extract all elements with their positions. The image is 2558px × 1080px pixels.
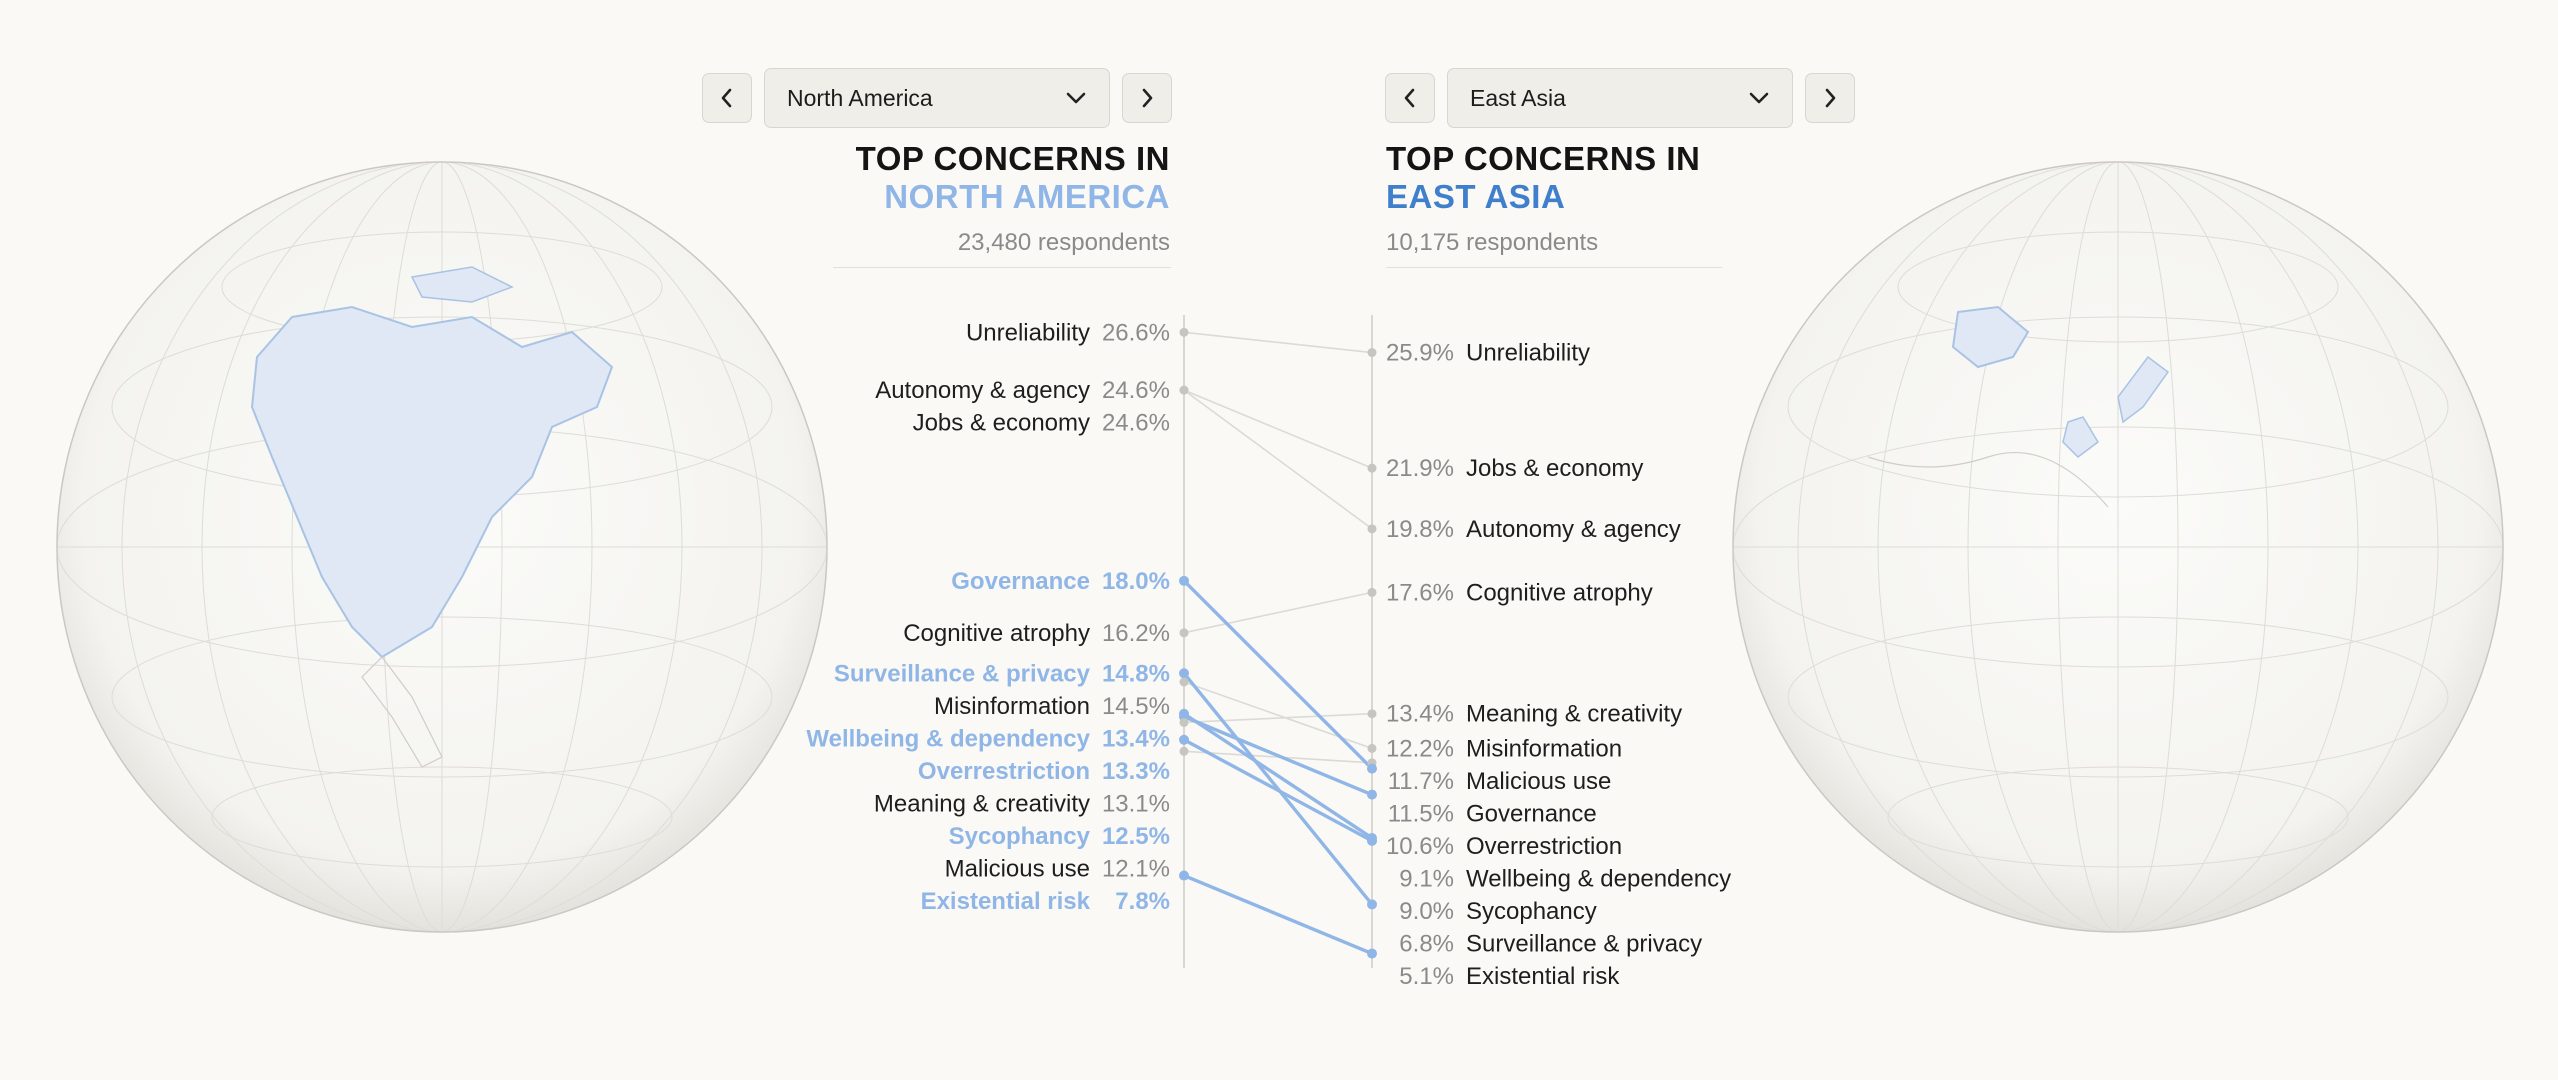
right-point-meaning-and-creativity[interactable] xyxy=(1368,709,1377,718)
right-respondents: 10,175 respondents xyxy=(1386,229,1599,256)
right-value-unreliability: 25.9% xyxy=(1385,339,1454,367)
left-value-surveillance-and-privacy: 14.8% xyxy=(1101,660,1170,688)
right-value-misinformation: 12.2% xyxy=(1385,735,1454,763)
left-value-existential-risk: 7.8% xyxy=(1115,887,1170,915)
left-point-cognitive-atrophy[interactable] xyxy=(1180,628,1189,637)
right-label-unreliability: Unreliability xyxy=(1466,339,1591,367)
left-label-unreliability: Unreliability xyxy=(965,319,1090,347)
left-respondents: 23,480 respondents xyxy=(957,229,1170,256)
slope-line-unreliability xyxy=(1184,332,1372,352)
right-label-governance: Governance xyxy=(1466,800,1597,828)
left-value-unreliability: 26.6% xyxy=(1101,319,1170,347)
left-label-existential-risk: Existential risk xyxy=(920,887,1090,915)
left-point-governance[interactable] xyxy=(1179,576,1189,586)
right-point-surveillance-and-privacy[interactable] xyxy=(1367,899,1377,909)
left-value-meaning-and-creativity: 13.1% xyxy=(1101,790,1170,818)
right-label-malicious-use: Malicious use xyxy=(1466,767,1612,795)
left-value-jobs-and-economy: 24.6% xyxy=(1101,409,1170,437)
left-value-wellbeing-and-dependency: 13.4% xyxy=(1101,725,1170,753)
right-label-wellbeing-and-dependency: Wellbeing & dependency xyxy=(1466,865,1732,893)
left-label-cognitive-atrophy: Cognitive atrophy xyxy=(903,619,1090,647)
right-value-jobs-and-economy: 21.9% xyxy=(1385,455,1454,483)
right-label-jobs-and-economy: Jobs & economy xyxy=(1466,455,1644,483)
right-label-misinformation: Misinformation xyxy=(1466,735,1623,763)
left-point-sycophancy[interactable] xyxy=(1179,735,1189,745)
left-label-sycophancy: Sycophancy xyxy=(948,822,1090,850)
right-value-governance: 11.5% xyxy=(1387,800,1454,828)
left-value-autonomy-and-agency: 24.6% xyxy=(1101,377,1170,405)
right-point-misinformation[interactable] xyxy=(1368,744,1377,753)
left-point-surveillance-and-privacy[interactable] xyxy=(1179,668,1189,678)
right-point-sycophancy[interactable] xyxy=(1367,836,1377,846)
right-label-cognitive-atrophy: Cognitive atrophy xyxy=(1466,579,1653,607)
right-point-cognitive-atrophy[interactable] xyxy=(1368,588,1377,597)
left-title-line2: NORTH AMERICA xyxy=(884,178,1170,215)
left-value-malicious-use: 12.1% xyxy=(1101,855,1170,883)
right-label-surveillance-and-privacy: Surveillance & privacy xyxy=(1466,930,1703,958)
slope-line-jobs-and-economy xyxy=(1184,390,1372,468)
left-label-meaning-and-creativity: Meaning & creativity xyxy=(873,790,1090,818)
right-point-unreliability[interactable] xyxy=(1368,348,1377,357)
right-point-overrestriction[interactable] xyxy=(1367,790,1377,800)
slope-line-existential-risk xyxy=(1184,876,1372,954)
slope-line-wellbeing-and-dependency xyxy=(1184,714,1372,838)
right-value-wellbeing-and-dependency: 9.1% xyxy=(1399,865,1454,893)
left-point-meaning-and-creativity[interactable] xyxy=(1180,718,1189,727)
left-label-misinformation: Misinformation xyxy=(933,692,1090,720)
right-value-overrestriction: 10.6% xyxy=(1385,832,1454,860)
right-title-line1: TOP CONCERNS IN xyxy=(1386,140,1701,177)
left-region-value: North America xyxy=(787,84,933,111)
right-point-jobs-and-economy[interactable] xyxy=(1368,464,1377,473)
right-value-autonomy-and-agency: 19.8% xyxy=(1385,515,1454,543)
right-value-cognitive-atrophy: 17.6% xyxy=(1385,579,1454,607)
right-title-line2: EAST ASIA xyxy=(1386,178,1566,215)
left-label-governance: Governance xyxy=(951,567,1090,595)
slope-line-cognitive-atrophy xyxy=(1184,592,1372,632)
right-point-autonomy-and-agency[interactable] xyxy=(1368,524,1377,533)
right-region-value: East Asia xyxy=(1470,84,1566,111)
right-label-meaning-and-creativity: Meaning & creativity xyxy=(1466,700,1683,728)
slope-line-autonomy-and-agency xyxy=(1184,390,1372,529)
left-label-wellbeing-and-dependency: Wellbeing & dependency xyxy=(806,725,1090,753)
left-label-jobs-and-economy: Jobs & economy xyxy=(912,409,1090,437)
left-title-line1: TOP CONCERNS IN xyxy=(855,140,1170,177)
right-value-meaning-and-creativity: 13.4% xyxy=(1385,700,1454,728)
left-label-overrestriction: Overrestriction xyxy=(917,757,1090,785)
left-point-unreliability[interactable] xyxy=(1180,328,1189,337)
left-point-existential-risk[interactable] xyxy=(1179,871,1189,881)
right-value-surveillance-and-privacy: 6.8% xyxy=(1399,930,1454,958)
right-label-sycophancy: Sycophancy xyxy=(1466,897,1597,925)
right-point-governance[interactable] xyxy=(1367,764,1377,774)
left-value-cognitive-atrophy: 16.2% xyxy=(1101,619,1170,647)
left-label-autonomy-and-agency: Autonomy & agency xyxy=(875,377,1090,405)
right-value-sycophancy: 9.0% xyxy=(1399,897,1454,925)
left-label-malicious-use: Malicious use xyxy=(944,855,1090,883)
right-label-autonomy-and-agency: Autonomy & agency xyxy=(1466,515,1681,543)
left-value-overrestriction: 13.3% xyxy=(1101,757,1170,785)
left-point-jobs-and-economy[interactable] xyxy=(1180,386,1189,395)
left-point-malicious-use[interactable] xyxy=(1180,747,1189,756)
right-value-malicious-use: 11.7% xyxy=(1387,767,1454,795)
left-value-governance: 18.0% xyxy=(1101,567,1170,595)
right-point-existential-risk[interactable] xyxy=(1367,949,1377,959)
left-label-surveillance-and-privacy: Surveillance & privacy xyxy=(833,660,1090,688)
left-point-misinformation[interactable] xyxy=(1180,677,1189,686)
right-label-existential-risk: Existential risk xyxy=(1466,962,1620,990)
left-value-sycophancy: 12.5% xyxy=(1101,822,1170,850)
right-value-existential-risk: 5.1% xyxy=(1399,962,1454,990)
right-label-overrestriction: Overrestriction xyxy=(1466,832,1623,860)
left-value-misinformation: 14.5% xyxy=(1101,692,1170,720)
slope-line-governance xyxy=(1184,581,1372,769)
